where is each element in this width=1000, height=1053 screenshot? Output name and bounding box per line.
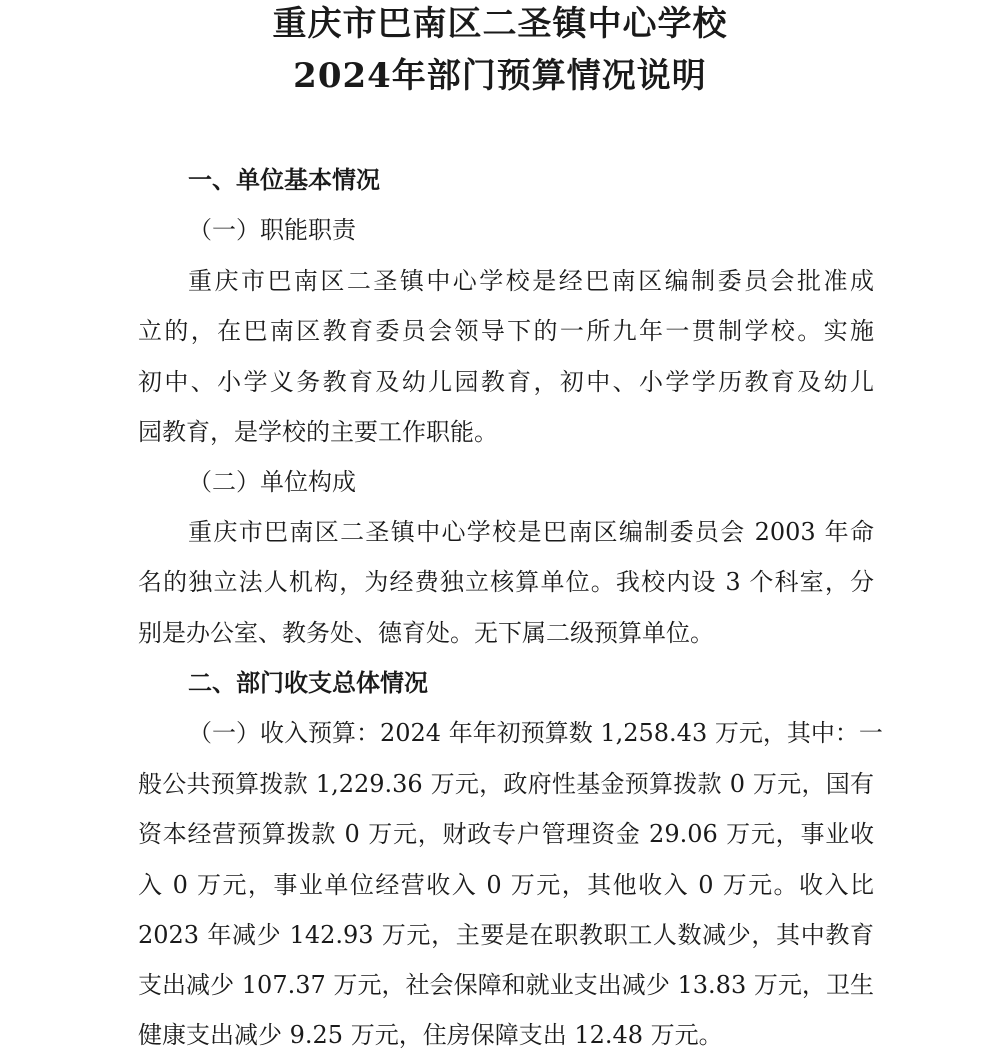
section1-sub2-line-3: 别是办公室、教务处、德育处。无下属二级预算单位。 bbox=[138, 619, 714, 647]
section1-sub2-line-2: 名的独立法人机构，为经费独立核算单位。我校内设 3 个科室，分 bbox=[138, 568, 874, 596]
section2-heading: 二、部门收支总体情况 bbox=[188, 668, 428, 697]
section1-sub2-heading: （二）单位构成 bbox=[188, 468, 356, 496]
section1-sub1-line-4: 园教育，是学校的主要工作职能。 bbox=[138, 418, 498, 446]
section2-sub1-line-7: 健康支出减少 9.25 万元，住房保障支出 12.48 万元。 bbox=[138, 1021, 723, 1049]
section2-sub1-line-4: 入 0 万元，事业单位经营收入 0 万元，其他收入 0 万元。收入比 bbox=[138, 871, 874, 899]
section1-sub1-line-1: 重庆市巴南区二圣镇中心学校是经巴南区编制委员会批准成 bbox=[188, 267, 874, 295]
document-title-line2: 2024年部门预算情况说明 bbox=[293, 56, 707, 96]
section2-sub1-line-3: 资本经营预算拨款 0 万元，财政专户管理资金 29.06 万元，事业收 bbox=[138, 820, 874, 848]
section2-sub1-line-5: 2023 年减少 142.93 万元，主要是在职教职工人数减少，其中教育 bbox=[138, 921, 874, 949]
section2-sub1-line-2: 般公共预算拨款 1,229.36 万元，政府性基金预算拨款 0 万元，国有 bbox=[138, 770, 874, 798]
section2-sub1-line-6: 支出减少 107.37 万元，社会保障和就业支出减少 13.83 万元，卫生 bbox=[138, 971, 874, 999]
section1-sub1-line-3: 初中、小学义务教育及幼儿园教育，初中、小学学历教育及幼儿 bbox=[138, 368, 874, 396]
section1-sub2-line-1: 重庆市巴南区二圣镇中心学校是巴南区编制委员会 2003 年命 bbox=[188, 518, 874, 546]
section1-heading: 一、单位基本情况 bbox=[188, 165, 380, 194]
document-title-line1: 重庆市巴南区二圣镇中心学校 bbox=[272, 4, 728, 44]
section2-sub1-line-1: （一）收入预算：2024 年年初预算数 1,258.43 万元，其中：一 bbox=[188, 719, 883, 747]
section1-sub1-line-2: 立的，在巴南区教育委员会领导下的一所九年一贯制学校。实施 bbox=[138, 317, 874, 345]
section1-sub1-heading: （一）职能职责 bbox=[188, 216, 356, 244]
